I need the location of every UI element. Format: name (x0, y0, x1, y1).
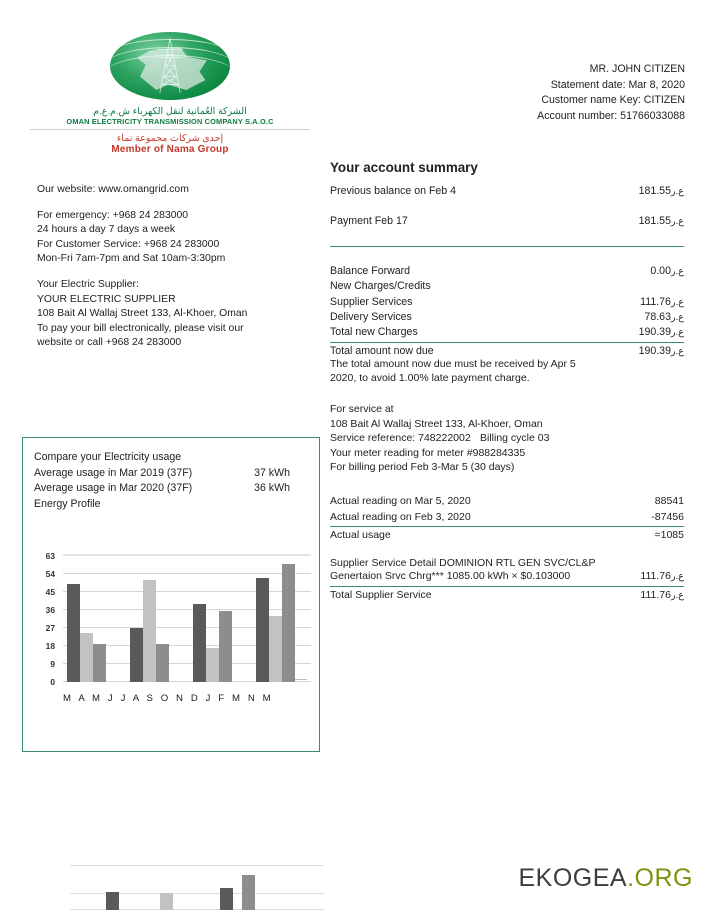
company-name-english: OMAN ELECTRICITY TRANSMISSION COMPANY S.A.O.C (30, 117, 310, 130)
chart-bar (93, 644, 106, 682)
group-name-english: Member of Nama Group (111, 144, 229, 155)
usage-2019-row (34, 466, 312, 481)
currency-symbol: ع.ر (670, 312, 684, 324)
chart-bar (143, 580, 156, 682)
secondary-chart-bar (106, 892, 119, 910)
total-new-charges-label: Total new Charges (330, 326, 418, 339)
service-heading: For service at (330, 403, 394, 415)
group-name-arabic: إحدى شركات مجموعة نماء (116, 133, 224, 144)
total-due-label: Total amount now due (330, 344, 434, 357)
emergency-line: For emergency: +968 24 283000 (37, 209, 189, 221)
ekogea-watermark (519, 864, 694, 893)
billing-cycle: Billing cycle 03 (480, 432, 550, 445)
secondary-chart-gridline (70, 865, 324, 866)
new-charges-label: New Charges/Credits (330, 280, 431, 293)
actual-usage-row (330, 528, 684, 544)
previous-balance-amount: ع.ر181.55 (638, 185, 684, 197)
meter-number-line: Your meter reading for meter #988284335 (330, 446, 526, 459)
chart-bar (269, 616, 282, 682)
balance-forward-row (330, 264, 684, 279)
chart-edge-tick (295, 679, 307, 680)
notice-line-1: The total amount now due must be received by Apr 5 (330, 358, 576, 370)
balance-forward-amount: ع.ر0.00 (650, 264, 684, 277)
customer-name: MR. JOHN CITIZEN (589, 63, 685, 75)
currency-symbol: ع.ر (670, 296, 684, 308)
emergency-hours-line: 24 hours a day 7 days a week (37, 224, 176, 236)
chart-bar (219, 611, 232, 682)
chart-bar (156, 644, 169, 682)
reading-divider (330, 526, 684, 527)
total-new-charges-row (330, 325, 684, 340)
service-reference-row (330, 431, 684, 446)
chart-gridline (45, 587, 311, 597)
chart-gridline (45, 551, 311, 561)
generation-charge-row (330, 569, 684, 585)
company-name-arabic: الشركة العُمانية لنقل الكهرباء ش.م.ع.م (93, 106, 247, 117)
supplier-detail-heading: Supplier Service Detail DOMINION RTL GEN SVC/CL&P (330, 557, 596, 569)
billing-period-line: For billing period Feb 3-Mar 5 (30 days) (330, 461, 515, 474)
energy-profile-label: Energy Profile (34, 497, 101, 510)
contact-information (37, 183, 317, 351)
current-reading-value: 88541 (654, 495, 684, 507)
account-summary-title: Your account summary (330, 160, 478, 175)
usage-2020-row (34, 481, 312, 496)
chart-bar (282, 564, 295, 682)
chart-y-tick-label: 63 (45, 551, 55, 561)
currency-symbol: ع.ر (670, 589, 684, 601)
chart-gridline (45, 605, 311, 615)
usage-comparison-box (22, 437, 320, 752)
currency-symbol: ع.ر (670, 571, 684, 582)
payment-amount: ع.ر181.55 (638, 215, 684, 228)
delivery-services-label: Delivery Services (330, 311, 412, 324)
chart-gridline (45, 569, 311, 579)
customer-service-line: For Customer Service: +968 24 283000 (37, 238, 220, 250)
supplier-divider (330, 586, 684, 587)
actual-usage-value: =1085 (654, 529, 684, 542)
notice-line-2: 2020, to avoid 1.00% late payment charge. (330, 372, 530, 385)
previous-reading-row (330, 510, 684, 526)
meter-readings-section (330, 494, 684, 544)
total-divider (330, 342, 684, 343)
company-logo-block (30, 32, 310, 155)
chart-y-tick-label: 27 (45, 623, 55, 633)
chart-y-tick-label: 0 (50, 677, 55, 687)
balance-forward-label: Balance Forward (330, 264, 411, 277)
chart-y-tick-label: 36 (45, 605, 55, 615)
currency-symbol: ع.ر (670, 186, 684, 197)
currency-symbol: ع.ر (670, 327, 684, 339)
pay-instruction-line-1: To pay your bill electronically, please visit our (37, 322, 244, 334)
usage-box-title: Compare your Electricity usage (34, 451, 182, 463)
actual-usage-label: Actual usage (330, 529, 391, 542)
payment-notice (330, 357, 630, 386)
chart-bar (80, 633, 93, 682)
chart-bar (193, 604, 206, 682)
chart-bar (130, 628, 143, 682)
current-reading-label: Actual reading on Mar 5, 2020 (330, 495, 471, 507)
chart-bar (256, 578, 269, 682)
service-details (330, 402, 684, 475)
chart-y-tick-label: 45 (45, 587, 55, 597)
supplier-services-row (330, 295, 684, 310)
total-due-amount: ع.ر190.39 (638, 344, 684, 357)
customer-name-key: Customer name Key: CITIZEN (541, 94, 685, 107)
secondary-chart-bar (160, 893, 173, 910)
pay-instruction-line-2: website or call +968 24 283000 (37, 337, 182, 349)
chart-bar (206, 648, 219, 682)
usage-2020-value: 36 kWh (254, 482, 290, 495)
currency-symbol: ع.ر (670, 345, 684, 357)
usage-comparison-header (34, 450, 312, 512)
account-summary-section (330, 160, 684, 359)
generation-charge-label: Genertaion Srvc Chrg*** 1085.00 kWh × $0.103000 (330, 570, 571, 582)
previous-reading-label: Actual reading on Feb 3, 2020 (330, 510, 471, 523)
delivery-services-amount: ع.ر78.63 (644, 311, 684, 324)
current-reading-row (330, 494, 684, 510)
supplier-service-detail-section (330, 557, 684, 603)
total-supplier-service-amount: ع.ر111.76 (640, 588, 684, 601)
total-supplier-service-label: Total Supplier Service (330, 588, 432, 601)
account-number: Account number: 51766033088 (537, 109, 685, 122)
transmission-tower-logo-icon (110, 32, 230, 100)
watermark-text-dark: EKOGEA (518, 864, 628, 892)
currency-symbol: ع.ر (670, 265, 684, 277)
watermark-text-green: .ORG (627, 864, 693, 892)
usage-2019-label: Average usage in Mar 2019 (37F) (34, 466, 193, 479)
usage-2020-label: Average usage in Mar 2020 (37F) (34, 482, 193, 495)
secondary-chart-bar (220, 888, 233, 910)
total-new-charges-amount: ع.ر190.39 (638, 326, 684, 339)
customer-details (537, 62, 685, 124)
supplier-services-label: Supplier Services (330, 295, 413, 308)
service-address: 108 Bait Al Wallaj Street 133, Al-Khoer, Oman (330, 417, 543, 430)
new-charges-row (330, 279, 684, 294)
secondary-chart-partial (30, 845, 330, 915)
payment-row (330, 214, 684, 229)
energy-profile-chart (31, 550, 317, 730)
previous-balance-row (330, 184, 684, 199)
summary-divider (330, 246, 684, 247)
chart-y-tick-label: 54 (45, 569, 55, 579)
generation-charge-amount: ع.ر111.76 (640, 570, 684, 582)
previous-reading-value: -87456 (651, 510, 684, 523)
customer-service-hours-line: Mon-Fri 7am-7pm and Sat 10am-3:30pm (37, 253, 226, 265)
supplier-services-amount: ع.ر111.76 (640, 295, 684, 308)
supplier-name: YOUR ELECTRIC SUPPLIER (37, 293, 176, 305)
chart-plot-area (45, 551, 311, 687)
chart-bar (67, 584, 80, 682)
chart-y-tick-label: 9 (50, 659, 55, 669)
supplier-heading: Your Electric Supplier: (37, 278, 139, 290)
chart-y-tick-label: 18 (45, 641, 55, 651)
service-reference: Service reference: 748222002 (330, 432, 471, 445)
pylon-icon (147, 37, 193, 94)
website-line[interactable]: Our website: www.omangrid.com (37, 184, 189, 195)
supplier-address: 108 Bait Al Wallaj Street 133, Al-Khoer, Oman (37, 308, 248, 320)
statement-date: Statement date: Mar 8, 2020 (550, 78, 685, 91)
payment-label: Payment Feb 17 (330, 215, 408, 228)
total-supplier-service-row (330, 588, 684, 604)
previous-balance-label: Previous balance on Feb 4 (330, 185, 457, 197)
secondary-chart-bar (242, 875, 255, 910)
usage-2019-value: 37 kWh (254, 466, 290, 479)
chart-x-axis-labels: M A M J J A S O N D J F M N M (63, 693, 274, 704)
delivery-services-row (330, 310, 684, 325)
currency-symbol: ع.ر (670, 216, 684, 228)
